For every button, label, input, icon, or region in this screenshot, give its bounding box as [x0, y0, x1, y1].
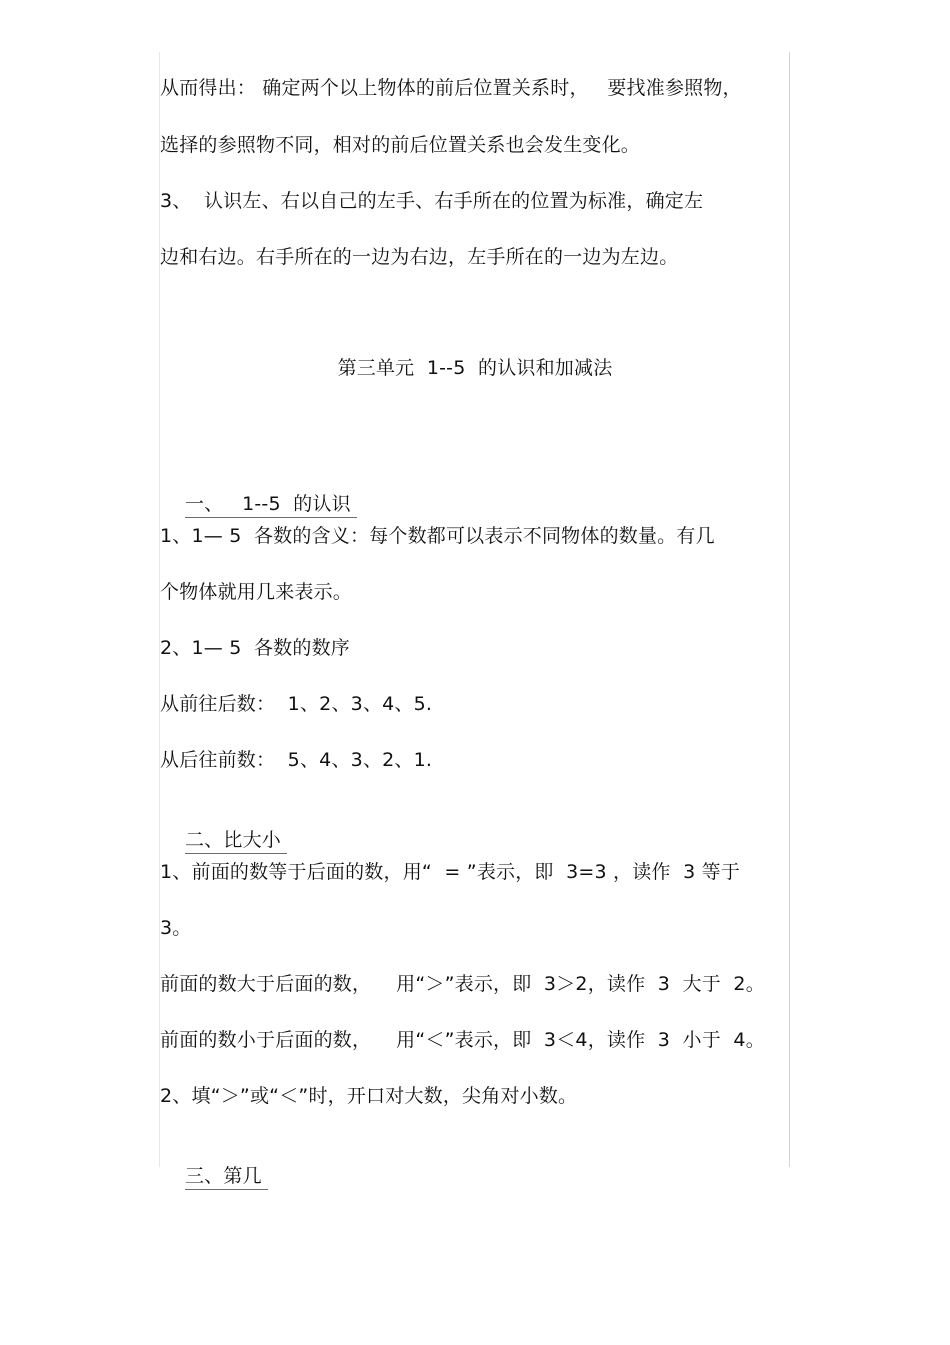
paragraph-line: 3、 认识左、右以自己的左手、右手所在的位置为标准，确定左 [160, 190, 704, 212]
paragraph-line: 个物体就用几来表示。 [160, 581, 353, 603]
section-heading-1-text: 一、 1--5 的认识 [185, 492, 357, 518]
section-heading-3 [160, 1140, 268, 1214]
page-margin-line-left [159, 52, 160, 1167]
paragraph-line: 从而得出： 确定两个以上物体的前后位置关系时， 要找准参照物， [160, 77, 742, 99]
paragraph-line: 2、1— 5 各数的数序 [160, 637, 350, 659]
paragraph-line: 1、前面的数等于后面的数，用“ = ”表示，即 3=3 ，读作 3 等于 [160, 861, 741, 883]
unit-title: 第三单元 1--5 的认识和加减法 [337, 357, 613, 379]
paragraph-line: 前面的数大于后面的数， 用“＞”表示，即 3＞2，读作 3 大于 2。 [160, 973, 765, 995]
section-heading-3-text: 三、第几 [185, 1164, 268, 1190]
paragraph-line: 前面的数小于后面的数， 用“＜”表示，即 3＜4，读作 3 小于 4。 [160, 1029, 765, 1051]
paragraph-line: 1、1— 5 各数的含义：每个数都可以表示不同物体的数量。有几 [160, 525, 715, 547]
paragraph-line: 2、填“＞”或“＜”时，开口对大数，尖角对小数。 [160, 1085, 578, 1107]
paragraph-line: 边和右边。右手所在的一边为右边，左手所在的一边为左边。 [160, 246, 679, 268]
page-margin-line-right [789, 52, 790, 1167]
section-heading-2-text: 二、比大小 [185, 828, 287, 854]
paragraph-line: 从前往后数： 1、2、3、4、5. [160, 693, 433, 715]
paragraph-line: 选择的参照物不同，相对的前后位置关系也会发生变化。 [160, 134, 641, 156]
paragraph-line: 3。 [160, 917, 192, 939]
paragraph-line: 从后往前数： 5、4、3、2、1. [160, 749, 433, 771]
